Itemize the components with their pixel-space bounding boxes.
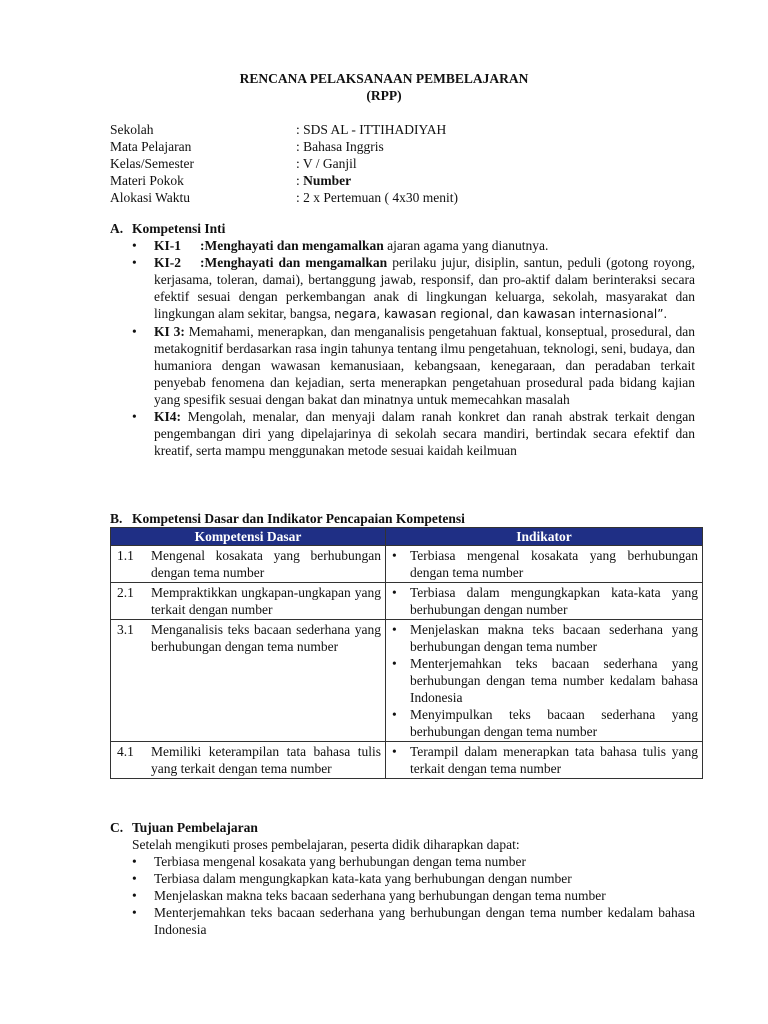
document-subtitle: (RPP)	[366, 88, 402, 103]
section-number: C.	[110, 820, 124, 835]
ki-code: KI 3:	[154, 324, 185, 339]
identity-label: Materi Pokok	[110, 173, 184, 188]
section-number: B.	[110, 511, 123, 526]
identity-value: : 2 x Pertemuan ( 4x30 menit)	[296, 190, 458, 205]
section-a-heading	[110, 220, 225, 237]
identity-prefix: :	[296, 173, 304, 188]
table-header-row	[111, 528, 703, 546]
indicator-item: • Terbiasa mengenal kosakata yang berhubungan dengan tema number	[392, 547, 698, 581]
identity-value: : SDS AL - ITTIHADIYAH	[296, 122, 447, 137]
indicator-cell	[386, 583, 703, 620]
table-row	[111, 620, 703, 742]
kd-number: 2.1	[117, 585, 134, 600]
identity-label: Kelas/Semester	[110, 156, 194, 171]
indicator-cell	[386, 546, 703, 583]
ki-item	[132, 237, 695, 254]
ki-text: Mengolah, menalar, dan menyaji dalam ranah konkret dan ranah abstrak terkait dengan pengembangan diri yang dipelajarinya di sekolah secara mandiri, bertindak secara efektif dan kreatif, serta mampu menggunakan metode sesuai kaidah keilmuan	[154, 409, 695, 458]
indicator-item: • Terampil dalam menerapkan tata bahasa tulis yang terkait dengan tema number	[392, 743, 698, 777]
identity-value: : Bahasa Inggris	[296, 139, 384, 154]
identity-label: Alokasi Waktu	[110, 190, 191, 205]
table-row	[111, 742, 703, 779]
kd-cell	[111, 583, 386, 620]
table-row	[111, 546, 703, 583]
section-b-heading	[110, 510, 465, 527]
table-header-kd: Kompetensi Dasar	[111, 528, 386, 546]
tujuan-intro: Setelah mengikuti proses pembelajaran, peserta didik diharapkan dapat:	[132, 837, 520, 852]
identity-row	[110, 121, 458, 138]
kd-cell	[111, 620, 386, 742]
section-title: Tujuan Pembelajaran	[132, 820, 258, 835]
identity-block	[110, 121, 458, 206]
identity-row	[110, 138, 458, 155]
ki-code: KI-2	[154, 255, 181, 270]
document-title: RENCANA PELAKSANAAN PEMBELAJARAN	[239, 71, 529, 86]
kd-text: Menganalisis teks bacaan sederhana yang berhubungan dengan tema number	[151, 622, 381, 654]
identity-label: Sekolah	[110, 122, 154, 137]
ki-item	[132, 254, 695, 323]
kd-number: 4.1	[117, 744, 134, 759]
tujuan-item: • Menjelaskan makna teks bacaan sederhana yang berhubungan dengan tema number	[132, 887, 695, 904]
section-number: A.	[110, 221, 124, 236]
indicator-cell	[386, 620, 703, 742]
table-row	[111, 583, 703, 620]
kd-number: 1.1	[117, 548, 134, 563]
ki-list	[132, 237, 695, 459]
ki-item	[132, 408, 695, 459]
ki-code: KI-1	[154, 238, 181, 253]
identity-label: Mata Pelajaran	[110, 139, 192, 154]
ki-text: ajaran agama yang dianutnya.	[383, 238, 549, 253]
section-title: Kompetensi Inti	[132, 221, 226, 236]
identity-value: : V / Ganjil	[296, 156, 357, 171]
indicator-cell	[386, 742, 703, 779]
tujuan-list	[132, 853, 695, 938]
section-c-heading	[110, 819, 258, 836]
tujuan-item: • Menterjemahkan teks bacaan sederhana yang berhubungan dengan tema number kedalam bahasa Indonesia	[132, 904, 695, 938]
kd-number: 3.1	[117, 622, 134, 637]
kd-cell	[111, 546, 386, 583]
kd-cell	[111, 742, 386, 779]
ki-phrase: :Menghayati dan mengamalkan	[200, 255, 388, 270]
indicator-item: • Menjelaskan makna teks bacaan sederhana yang berhubungan dengan tema number	[392, 621, 698, 655]
identity-value	[296, 172, 351, 189]
ki-text: Memahami, menerapkan, dan menganalisis pengetahuan faktual, konseptual, prosedural, dan metakognitif berdasarkan rasa ingin tahunya tentang ilmu pengetahuan, teknologi, seni, budaya, dan humaniora dengan wawasan kemanusiaan, kebangsaan, kenegaraan, dan peradaban terkait penyebab fenomena dan kejadian, serta menerapkan pengetahuan prosedural pada bidang kajian yang spesifik sesuai dengan bakat dan minatnya untuk memecahkan masalah	[154, 324, 695, 407]
ki-text-sans: negara, kawasan regional, dan kawasan internasional”.	[334, 307, 668, 321]
kd-table	[110, 527, 703, 779]
kd-text: Memiliki keterampilan tata bahasa tulis yang terkait dengan tema number	[151, 744, 381, 776]
indicator-item: • Menterjemahkan teks bacaan sederhana yang berhubungan dengan tema number kedalam bahasa Indonesia	[392, 655, 698, 706]
ki-item	[132, 323, 695, 408]
identity-row	[110, 172, 458, 189]
identity-value-bold: Number	[303, 173, 352, 188]
identity-row	[110, 155, 458, 172]
table-header-indikator: Indikator	[386, 528, 703, 546]
ki-text: perilaku jujur, disiplin, santun, peduli (gotong royong, kerjasama, toleran, damai), bertanggung jawab, responsif, dan pro-aktif dalam berinteraksi secara efektif sesuai dengan perkembangan anak di lingkungan keluarga, sekolah, masyarakat dan lingkungan alam sekitar, bangsa,	[154, 255, 695, 321]
kd-text: Mempraktikkan ungkapan-ungkapan yang terkait dengan number	[151, 585, 381, 617]
ki-phrase: :Menghayati dan mengamalkan	[200, 238, 384, 253]
tujuan-item: • Terbiasa mengenal kosakata yang berhubungan dengan tema number	[132, 853, 695, 870]
kd-text: Mengenal kosakata yang berhubungan dengan tema number	[151, 548, 381, 580]
tujuan-item: • Terbiasa dalam mengungkapkan kata-kata yang berhubungan dengan number	[132, 870, 695, 887]
identity-row	[110, 189, 458, 206]
indicator-item: • Menyimpulkan teks bacaan sederhana yang berhubungan dengan tema number	[392, 706, 698, 740]
indicator-item: • Terbiasa dalam mengungkapkan kata-kata yang berhubungan dengan number	[392, 584, 698, 618]
ki-code: KI4:	[154, 409, 181, 424]
section-title: Kompetensi Dasar dan Indikator Pencapaian Kompetensi	[132, 511, 465, 526]
